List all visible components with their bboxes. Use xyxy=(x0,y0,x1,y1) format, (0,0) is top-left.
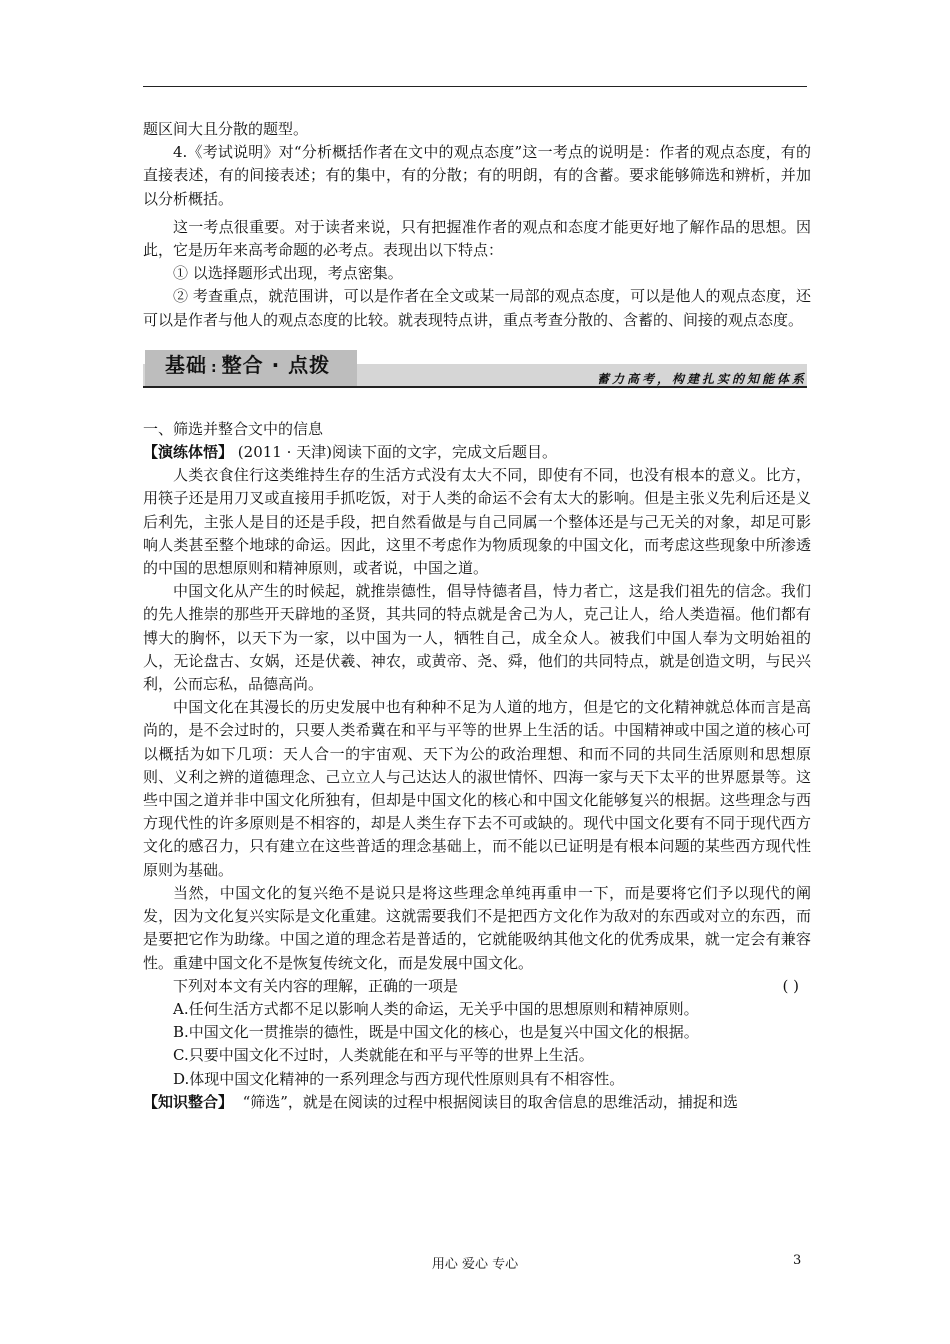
option-a: A.任何生活方式都不足以影响人类的命运，无关乎中国的思想原则和精神原则。 xyxy=(173,999,699,1018)
section-banner xyxy=(143,350,811,400)
question-stem xyxy=(143,975,811,998)
option-d: D.体现中国文化精神的一系列理念与西方现代性原则具有不相容性。 xyxy=(173,1069,625,1088)
answer-parentheses: ( ) xyxy=(782,976,799,995)
banner-title-box xyxy=(145,350,357,388)
practice-tag: 【演练体悟】 xyxy=(143,443,234,462)
question-stem-text: 下列对本文有关内容的理解，正确的一项是 xyxy=(173,976,459,995)
paragraph: 题区间大且分散的题型。 xyxy=(143,120,309,138)
passage-paragraph: 人类衣食住行这类维持生存的生活方式没有太大不同，即使有不同，也没有根本的意义。比方，用筷子还是用刀叉或直接用手抓吃饭，对于人类的命运不会有太大的影响。但是主张义先利后还是义后利先，主张人是目的还是手段，把自然看做是与自己同属一个整体还是与己无关的对象，却足可影响人类甚至整个地球的命运。因此，这里不考虑作为物质现象的中国文化，而考虑这些现象中所渗透的中国的思想原则和精神原则，或者说，中国之道。 xyxy=(143,466,811,578)
footer-text: 用心 爱心 专心 xyxy=(431,1257,519,1272)
passage-paragraph: 中国文化从产生的时候起，就推崇德性，倡导恃德者昌，恃力者亡，这是我们祖先的信念。我们的先人推崇的那些开天辟地的圣贤，其共同的特点就是舍己为人，克己让人，给人类造福。他们都有博大的胸怀，以天下为一家，以中国为一人，牺牲自己，成全众人。被我们中国人奉为文明始祖的人，无论盘古、女娲，还是伏羲、神农，或黄帝、尧、舜，他们的共同特点，就是创造文明，与民兴利，公而忘私，品德高尚。 xyxy=(143,582,811,694)
banner-title-left: 基础 xyxy=(165,352,207,377)
banner-title-colon: : xyxy=(211,359,218,376)
knowledge-tag: 【知识整合】 xyxy=(143,1092,234,1111)
list-item: ② 考查重点，就范围讲，可以是作者在全文或某一局部的观点态度，可以是他人的观点态度，还可以是作者与他人的观点态度的比较。就表现特点讲，重点考查分散的、含蓄的、间接的观点态度。 xyxy=(143,287,811,329)
banner-title xyxy=(165,354,330,380)
knowledge-text: “筛选”，就是在阅读的过程中根据阅读目的取舍信息的思维活动，捕捉和选 xyxy=(242,1092,738,1111)
section-heading: 一、筛选并整合文中的信息 xyxy=(143,419,324,438)
practice-line xyxy=(143,441,811,464)
option-b: B.中国文化一贯推崇的德性，既是中国文化的核心，也是复兴中国文化的根据。 xyxy=(173,1023,699,1042)
passage-paragraph: 当然，中国文化的复兴绝不是说只是将这些理念单纯再重申一下，而是要将它们予以现代的阐发，因为文化复兴实际是文化重建。这就需要我们不是把西方文化作为敌对的东西或对立的东西，而是要把它作为助缘。中国之道的理念若是普适的，它就能吸纳其他文化的优秀成果，就一定会有兼容性。重建中国文化不是恢复传统文化，而是发展中国文化。 xyxy=(143,883,811,972)
paragraph: 4.《考试说明》对“分析概括作者在文中的观点态度”这一考点的说明是：作者的观点态度，有的直接表述，有的间接表述；有的集中，有的分散；有的明朗，有的含蓄。要求能够筛选和辨析，并加以分析概括。 xyxy=(143,143,811,208)
passage-paragraph: 中国文化在其漫长的历史发展中也有种种不足为人道的地方，但是它的文化精神就总体而言是高尚的，是不会过时的，只要人类希冀在和平与平等的世界上生活的话。中国精神或中国之道的核心可以概括为如下几项：天人合一的宇宙观、天下为公的政治理想、和而不同的共同生活原则和思想原则、义利之辨的道德理念、己立立人与己达达人的淑世情怀、四海一家与天下太平的世界愿景等。这些中国之道并非中国文化所独有，但却是中国文化的核心和中国文化能够复兴的根据。这些理念与西方现代性的许多原则是不相容的，却是人类生存下去不可或缺的。现代中国文化要有不同于现代西方文化的感召力，只有建立在这些普适的理念基础上，而不能以已证明是有根本问题的某些西方现代性原则为基础。 xyxy=(143,698,811,879)
question-options xyxy=(143,998,811,1091)
option-c: C.只要中国文化不过时，人类就能在和平与平等的世界上生活。 xyxy=(173,1046,594,1065)
list-item: ① 以选择题形式出现，考点密集。 xyxy=(173,264,403,283)
banner-slogan: 蓄力高考，构建扎实的知能体系 xyxy=(596,371,807,386)
practice-text: (2011 · 天津)阅读下面的文字，完成文后题目。 xyxy=(237,443,557,462)
knowledge-line xyxy=(143,1091,811,1114)
page-number: 3 xyxy=(793,1253,802,1268)
page-content xyxy=(143,118,811,1114)
paragraph: 这一考点很重要。对于读者来说，只有把握准作者的观点和态度才能更好地了解作品的思想。因此，它是历年来高考命题的必考点。表现出以下特点： xyxy=(143,217,811,260)
header-rule xyxy=(143,86,807,87)
banner-title-right: 整合 · 点拨 xyxy=(221,352,331,377)
